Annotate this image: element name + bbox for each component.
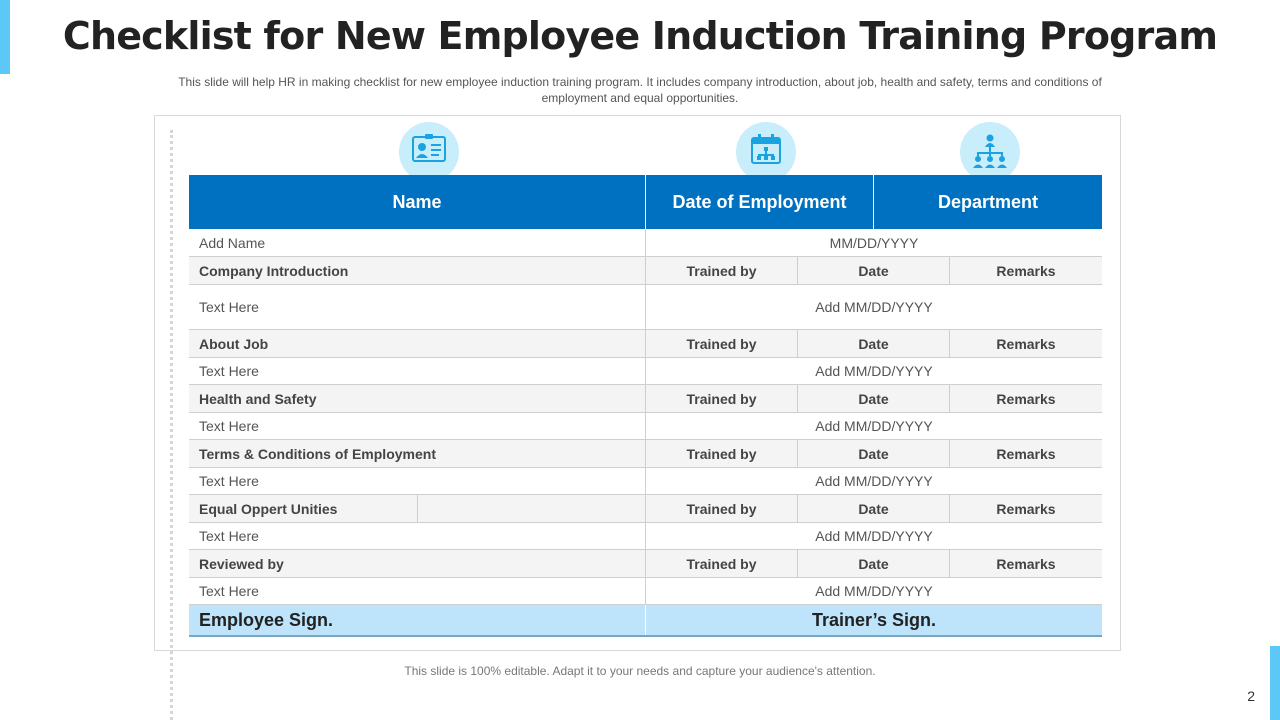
section-title: Company Introduction	[199, 262, 349, 279]
date-field[interactable]: Add MM/DD/YYYY	[645, 578, 1102, 604]
id-card-icon	[399, 122, 459, 182]
table-row	[189, 468, 1102, 495]
remarks-label: Remarks	[949, 550, 1102, 577]
table-row	[189, 229, 1102, 257]
table-row	[189, 358, 1102, 385]
section-title: Reviewed by	[199, 555, 284, 572]
dotted-divider	[170, 130, 173, 720]
remarks-label: Remarks	[949, 440, 1102, 467]
header-department: Department	[873, 175, 1102, 229]
calendar-icon	[736, 122, 796, 182]
header-name: Name	[392, 191, 442, 212]
date-label: Date	[797, 495, 949, 522]
date-label: Date	[797, 440, 949, 467]
text-field[interactable]: Text Here	[199, 473, 259, 489]
header-date-of-employment: Date of Employment	[645, 175, 873, 229]
date-label: Date	[797, 330, 949, 357]
table-row	[189, 578, 1102, 605]
table-row	[189, 523, 1102, 550]
date-label: Date	[797, 550, 949, 577]
page-title: Checklist for New Employee Induction Training Program	[62, 14, 1218, 58]
remarks-label: Remarks	[949, 330, 1102, 357]
page-subtitle: This slide will help HR in making checklist for new employee induction training program. It includes company introduction, about job, health and safety, terms and conditions of employment and equal opportunities.	[178, 75, 1102, 105]
trained-by-label: Trained by	[645, 257, 797, 284]
date-field[interactable]: Add MM/DD/YYYY	[645, 523, 1102, 549]
date-field[interactable]: Add MM/DD/YYYY	[645, 468, 1102, 494]
footer-note: This slide is 100% editable. Adapt it to your needs and capture your audience's attention.	[404, 664, 876, 678]
sign-row	[189, 605, 1102, 637]
text-field[interactable]: Text Here	[199, 299, 259, 315]
empty-cell	[417, 495, 645, 522]
page-number: 2	[1247, 688, 1255, 704]
section-title: Health and Safety	[199, 390, 317, 407]
trained-by-label: Trained by	[645, 385, 797, 412]
trained-by-label: Trained by	[645, 330, 797, 357]
date-field[interactable]: Add MM/DD/YYYY	[645, 358, 1102, 384]
date-field[interactable]: Add MM/DD/YYYY	[645, 413, 1102, 439]
date-field[interactable]: Add MM/DD/YYYY	[645, 285, 1102, 329]
section-header-row	[189, 385, 1102, 413]
section-header-row	[189, 440, 1102, 468]
accent-bar-right	[1270, 646, 1280, 720]
remarks-label: Remarks	[949, 495, 1102, 522]
table-header-row	[189, 175, 1102, 229]
text-field[interactable]: Text Here	[199, 583, 259, 599]
section-title: Equal Oppert Unities	[199, 500, 338, 517]
text-field[interactable]: Text Here	[199, 418, 259, 434]
section-header-row	[189, 330, 1102, 358]
table-row	[189, 413, 1102, 440]
employee-sign-field[interactable]: Employee Sign.	[199, 609, 334, 630]
employment-date-field[interactable]: MM/DD/YYYY	[645, 229, 1102, 256]
section-title: Terms & Conditions of Employment	[199, 445, 436, 462]
section-header-row	[189, 550, 1102, 578]
trained-by-label: Trained by	[645, 495, 797, 522]
trained-by-label: Trained by	[645, 440, 797, 467]
date-label: Date	[797, 385, 949, 412]
name-field[interactable]: Add Name	[199, 234, 266, 251]
org-chart-icon	[960, 122, 1020, 182]
text-field[interactable]: Text Here	[199, 363, 259, 379]
trainer-sign-field[interactable]: Trainer’s Sign.	[645, 605, 1102, 635]
remarks-label: Remarks	[949, 385, 1102, 412]
date-label: Date	[797, 257, 949, 284]
table-row	[189, 285, 1102, 330]
section-title: About Job	[199, 335, 269, 352]
checklist-table	[189, 175, 1102, 637]
trained-by-label: Trained by	[645, 550, 797, 577]
remarks-label: Remarks	[949, 257, 1102, 284]
text-field[interactable]: Text Here	[199, 528, 259, 544]
section-header-row	[189, 257, 1102, 285]
section-header-row	[189, 495, 1102, 523]
